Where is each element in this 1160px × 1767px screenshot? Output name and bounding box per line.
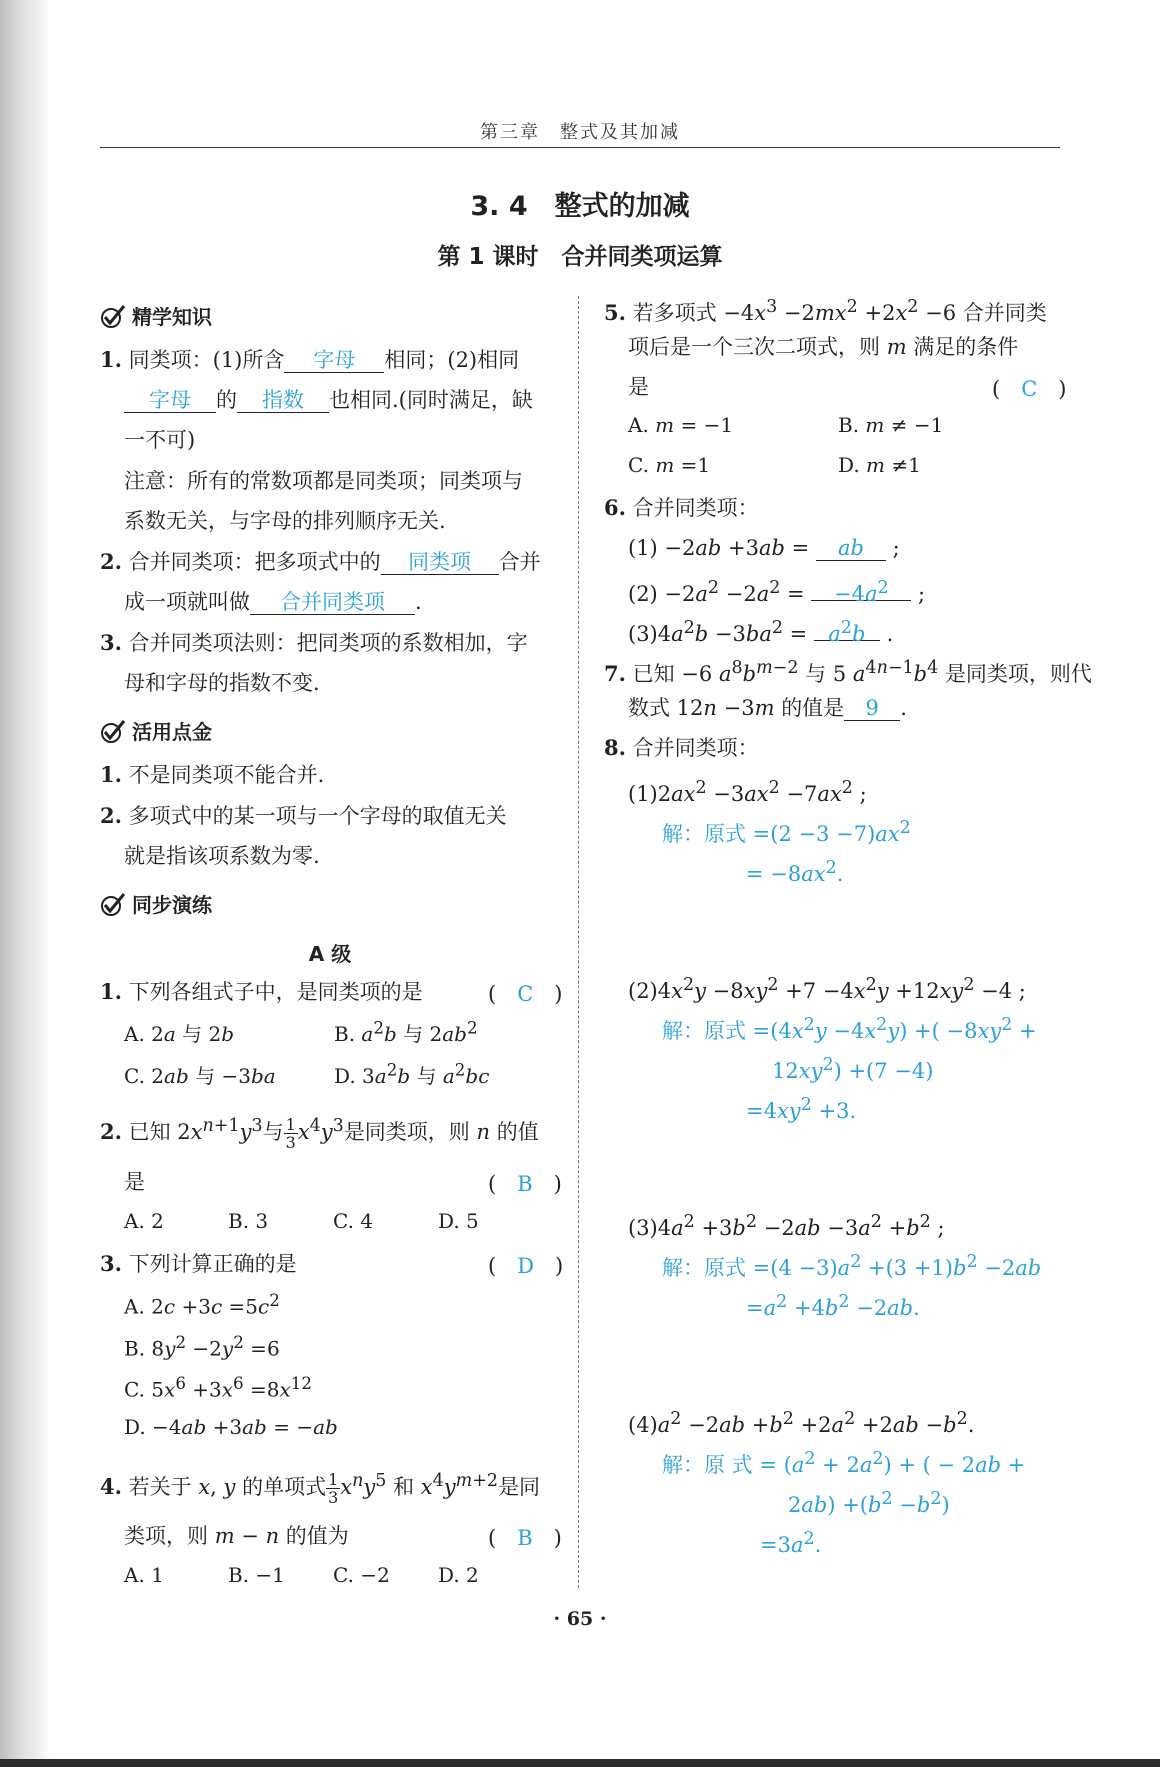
- question-5-line2: 项后是一个三次二项式，则 m 满足的条件: [628, 335, 1019, 359]
- fraction: $\frac{1}{3}$: [285, 1115, 296, 1152]
- tip-1: 1. 不是同类项不能合并.: [100, 762, 325, 787]
- q8-part-1: $(1)2ax^2 -3ax^2 -7ax^2$ ;: [628, 778, 867, 806]
- check-icon: [100, 891, 126, 917]
- answer-blank: 指数: [237, 386, 329, 413]
- answer-bracket: ( D ): [488, 1254, 564, 1278]
- answer-blank: $a^2b$: [814, 614, 880, 641]
- header-rule: [100, 147, 1060, 148]
- question-4: 4. 若关于 x, y 的单项式 $\frac{1}{3}$ $x^ny^5$ 和 $x^4y^{m+2}$是同: [100, 1470, 541, 1507]
- section-knowledge: [100, 301, 212, 330]
- section-title: 3. 4 整式的加减: [470, 191, 690, 222]
- q5-option-d: D. m ≠1: [838, 453, 921, 477]
- q4-option-d: D. 2: [438, 1563, 479, 1587]
- check-icon: [100, 303, 126, 329]
- q1-option-c: C. 2ab 与 −3ba: [124, 1064, 276, 1088]
- q2-option-c: C. 4: [333, 1209, 374, 1233]
- section-tips: [100, 716, 212, 745]
- question-6: 6. 合并同类项：: [604, 495, 759, 520]
- q8-part-2: $(2)4x^2y -8xy^2 +7 -4x^2y +12xy^2 -4$ ;: [628, 975, 1026, 1003]
- q8-3-solution-line1: 解：原式 $=(4 -3)a^2 +(3 +1)b^2 -2ab$: [662, 1252, 1042, 1280]
- q6-part-3: $(3)4a^2b -3ba^2 = a^2b$ .: [628, 614, 893, 648]
- answer-bracket: ( C ): [992, 377, 1067, 401]
- bottom-bar: [0, 1759, 1160, 1767]
- q8-2-solution-line2: $12xy^2) +(7 -4)$: [772, 1055, 934, 1083]
- q6-part-2: $(2) -2a^2 -2a^2 = -4a^2$ ;: [628, 574, 925, 608]
- answer-blank: 9: [844, 694, 900, 721]
- q1-option-d: D. $3a^2b$ 与 $a^2bc$: [334, 1060, 490, 1088]
- q8-4-solution-line2: $2ab) +(b^2 -b^2)$: [788, 1489, 950, 1517]
- section-practice-label: 同步演练: [132, 893, 212, 917]
- knowledge-item-2: 2. 合并同类项：把多项式中的 同类项 合并: [100, 549, 541, 574]
- question-5-line3: 是: [628, 375, 649, 399]
- q3-option-b: B. $8y^2 -2y^2 =6$: [124, 1333, 280, 1361]
- q8-part-4: $(4)a^2 -2ab +b^2 +2a^2 +2ab -b^2$.: [628, 1409, 975, 1437]
- section-practice: [100, 889, 212, 918]
- answer-blank: ab: [816, 534, 886, 561]
- note-line-1: 注意：所有的常数项都是同类项；同类项与: [124, 469, 523, 493]
- q8-1-solution-line1: 解：原式 $=(2 -3 -7)ax^2$: [662, 818, 911, 846]
- question-7: 7. 已知 −6 $a^8b^{m-2}$ 与 5 $a^{4n-1}b^4$ 是同类项，则代: [604, 658, 1092, 686]
- question-4-line2: 类项，则 m − n 的值为: [124, 1524, 349, 1548]
- q2-option-b: B. 3: [228, 1209, 269, 1233]
- tip-2-line2: 就是指该项系数为零.: [124, 844, 320, 868]
- q8-4-solution-line3: $=3a^2$.: [760, 1529, 822, 1557]
- answer-blank: 同类项: [381, 548, 499, 575]
- knowledge-item-1: 1. 同类项：(1)所含 字母 相同；(2)相同: [100, 347, 520, 372]
- q8-part-3: $(3)4a^2 +3b^2 -2ab -3a^2 +b^2$ ;: [628, 1212, 945, 1240]
- q6-part-1: (1) −2ab +3ab = ab ;: [628, 536, 900, 560]
- column-divider: [578, 296, 579, 1588]
- check-icon: [100, 718, 126, 744]
- fraction: $\frac{1}{3}$: [328, 1470, 339, 1507]
- answer-blank: 字母: [284, 346, 384, 373]
- answer-blank: 合并同类项: [250, 588, 415, 615]
- answer-blank: 字母: [124, 386, 216, 413]
- q3-option-d: D. −4ab +3ab = −ab: [124, 1415, 338, 1439]
- lesson-title: 第 1 课时 合并同类项运算: [437, 244, 723, 270]
- q2-option-a: A. 2: [124, 1209, 164, 1233]
- knowledge-item-1-line3: 一不可): [124, 428, 196, 452]
- q8-4-solution-line1: 解：原 式 = $(a^2 + 2a^2)$ + ( − 2ab +: [662, 1449, 1026, 1477]
- q4-option-b: B. −1: [228, 1563, 285, 1587]
- section-tips-label: 活用点金: [132, 720, 212, 744]
- q8-2-solution-line3: $=4xy^2 +3$.: [746, 1095, 857, 1123]
- knowledge-item-3-line2: 母和字母的指数不变.: [124, 671, 320, 695]
- section-knowledge-label: 精学知识: [132, 305, 212, 329]
- page-number: · 65 ·: [553, 1608, 607, 1630]
- answer-bracket: ( B ): [488, 1526, 562, 1550]
- knowledge-item-2-line2: 成一项就叫做 合并同类项 .: [124, 590, 422, 614]
- question-3: 3. 下列计算正确的是: [100, 1251, 297, 1276]
- question-8: 8. 合并同类项：: [604, 735, 759, 760]
- level-a-heading: A 级: [308, 942, 352, 966]
- q5-option-c: C. m =1: [628, 453, 711, 477]
- q5-option-b: B. m ≠ −1: [838, 413, 944, 437]
- note-line-2: 系数无关，与字母的排列顺序无关.: [124, 509, 446, 533]
- q4-option-c: C. −2: [333, 1563, 390, 1587]
- tip-2: 2. 多项式中的某一项与一个字母的取值无关: [100, 803, 507, 828]
- q3-option-a: A. $2c +3c =5c^2$: [124, 1291, 280, 1319]
- knowledge-item-3: 3. 合并同类项法则：把同类项的系数相加，字: [100, 630, 528, 655]
- q5-option-a: A. m = −1: [628, 413, 734, 437]
- question-2-line2: 是: [124, 1170, 145, 1194]
- answer-bracket: ( C ): [488, 982, 563, 1006]
- chapter-header: 第三章 整式及其加减: [480, 122, 680, 143]
- knowledge-item-1-line2: 字母 的 指数 也相同.(同时满足，缺: [124, 386, 533, 414]
- q3-option-c: C. $5x^6 +3x^6 =8x^{12}$: [124, 1374, 312, 1402]
- q4-option-a: A. 1: [124, 1563, 164, 1587]
- answer-bracket: ( B ): [488, 1172, 562, 1196]
- question-5: 5. 若多项式 $-4x^3 -2mx^2 +2x^2 -6$ 合并同类: [604, 297, 1047, 325]
- question-2: 2. 已知 $2x^{n+1}y^3$与 $\frac{1}{3}$ $x^4y^3$是同类项，则 n 的值: [100, 1115, 539, 1152]
- q8-1-solution-line2: = $-8ax^2$.: [746, 858, 844, 886]
- q8-2-solution-line1: 解：原式 $=(4x^2y -4x^2y)$ +( $-8xy^2$ +: [662, 1015, 1037, 1043]
- question-1: 1. 下列各组式子中，是同类项的是: [100, 979, 423, 1004]
- q1-option-a: A. 2a 与 2b: [124, 1022, 235, 1046]
- q1-option-b: B. $a^2b$ 与 $2ab^2$: [334, 1018, 478, 1046]
- page-shadow: [0, 0, 50, 1767]
- q2-option-d: D. 5: [438, 1209, 479, 1233]
- answer-blank: $-4a^2$: [811, 574, 911, 601]
- question-7-line2: 数式 12n −3m 的值是 9 .: [628, 696, 907, 720]
- q8-3-solution-line2: $=a^2 +4b^2 -2ab$.: [746, 1292, 920, 1320]
